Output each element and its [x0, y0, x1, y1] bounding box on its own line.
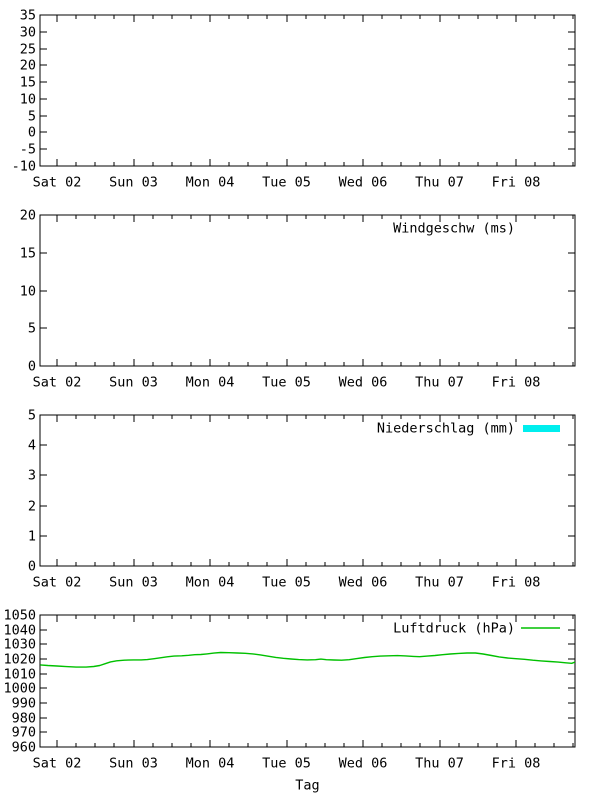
- legend-label-precipitation: Niederschlag (mm): [376, 420, 515, 437]
- y-tick-label: 1050: [3, 607, 36, 624]
- y-tick-label: 0: [27, 358, 36, 375]
- x-tick-label: Mon 04: [185, 755, 235, 772]
- y-tick-label: 10: [19, 91, 36, 108]
- chart-pressure: [3, 608, 575, 772]
- plot-frame: [40, 215, 575, 366]
- x-tick-label: Wed 06: [338, 174, 388, 191]
- x-tick-label: Sun 03: [109, 174, 158, 191]
- x-tick-label: Sat 02: [32, 374, 82, 391]
- x-tick-label: Mon 04: [185, 574, 235, 591]
- y-tick-label: 980: [11, 710, 36, 727]
- x-tick-label: Sun 03: [109, 374, 158, 391]
- x-tick-label: Fri 08: [491, 574, 541, 591]
- x-tick-label: Tue 05: [262, 374, 311, 391]
- y-tick-label: 1010: [3, 666, 36, 683]
- plot-frame: [40, 415, 575, 566]
- y-tick-label: 970: [11, 724, 36, 741]
- x-tick-label: Tue 05: [262, 574, 311, 591]
- y-tick-label: 20: [19, 57, 36, 74]
- x-tick-label: Wed 06: [338, 374, 388, 391]
- y-tick-label: 1020: [3, 651, 36, 668]
- x-tick-label: Sat 02: [32, 174, 82, 191]
- y-tick-label: 20: [19, 207, 36, 224]
- x-tick-label: Fri 08: [491, 174, 541, 191]
- y-tick-label: 25: [19, 41, 36, 58]
- x-tick-label: Thu 07: [415, 374, 464, 391]
- x-tick-label: Fri 08: [491, 374, 541, 391]
- y-tick-label: 2: [27, 498, 36, 515]
- y-tick-label: 15: [19, 74, 36, 91]
- y-tick-label: 5: [27, 407, 36, 424]
- x-tick-label: Thu 07: [415, 755, 464, 772]
- y-tick-label: 10: [19, 283, 36, 300]
- x-tick-label: Mon 04: [185, 374, 235, 391]
- x-tick-label: Wed 06: [338, 755, 388, 772]
- y-tick-label: 0: [27, 558, 36, 575]
- series-pressure: [40, 653, 575, 668]
- x-tick-label: Sat 02: [32, 574, 82, 591]
- legend-label-wind: Windgeschw (ms): [393, 220, 515, 237]
- x-tick-label: Thu 07: [415, 574, 464, 591]
- y-tick-label: 35: [19, 7, 36, 24]
- x-tick-label: Mon 04: [185, 174, 235, 191]
- chart-temperature: [12, 8, 575, 191]
- y-tick-label: 0: [27, 124, 36, 141]
- y-tick-label: 960: [11, 739, 36, 756]
- legend-label-pressure: Luftdruck (hPa): [393, 620, 515, 637]
- y-tick-label: 3: [27, 467, 36, 484]
- x-axis-label: Tag: [295, 777, 320, 794]
- x-tick-label: Sun 03: [109, 755, 158, 772]
- y-tick-label: -10: [11, 158, 36, 175]
- x-tick-label: Wed 06: [338, 574, 388, 591]
- x-tick-label: Sun 03: [109, 574, 158, 591]
- y-tick-label: 30: [19, 24, 36, 41]
- x-tick-label: Tue 05: [262, 174, 311, 191]
- chart-wind: [20, 208, 575, 391]
- y-tick-label: 15: [19, 245, 36, 262]
- y-tick-label: 1000: [3, 680, 36, 697]
- y-tick-label: 1030: [3, 636, 36, 653]
- plot-frame: [40, 15, 575, 166]
- y-tick-label: 990: [11, 695, 36, 712]
- x-tick-label: Thu 07: [415, 174, 464, 191]
- chart-precipitation: [28, 408, 575, 591]
- y-tick-label: 5: [27, 320, 36, 337]
- legend-box-sample: [523, 425, 560, 432]
- x-tick-label: Tue 05: [262, 755, 311, 772]
- x-tick-label: Fri 08: [491, 755, 541, 772]
- y-tick-label: -5: [19, 141, 36, 158]
- y-tick-label: 1: [27, 528, 36, 545]
- y-tick-label: 1040: [3, 622, 36, 639]
- x-tick-label: Sat 02: [32, 755, 82, 772]
- y-tick-label: 5: [27, 108, 36, 125]
- y-tick-label: 4: [27, 437, 36, 454]
